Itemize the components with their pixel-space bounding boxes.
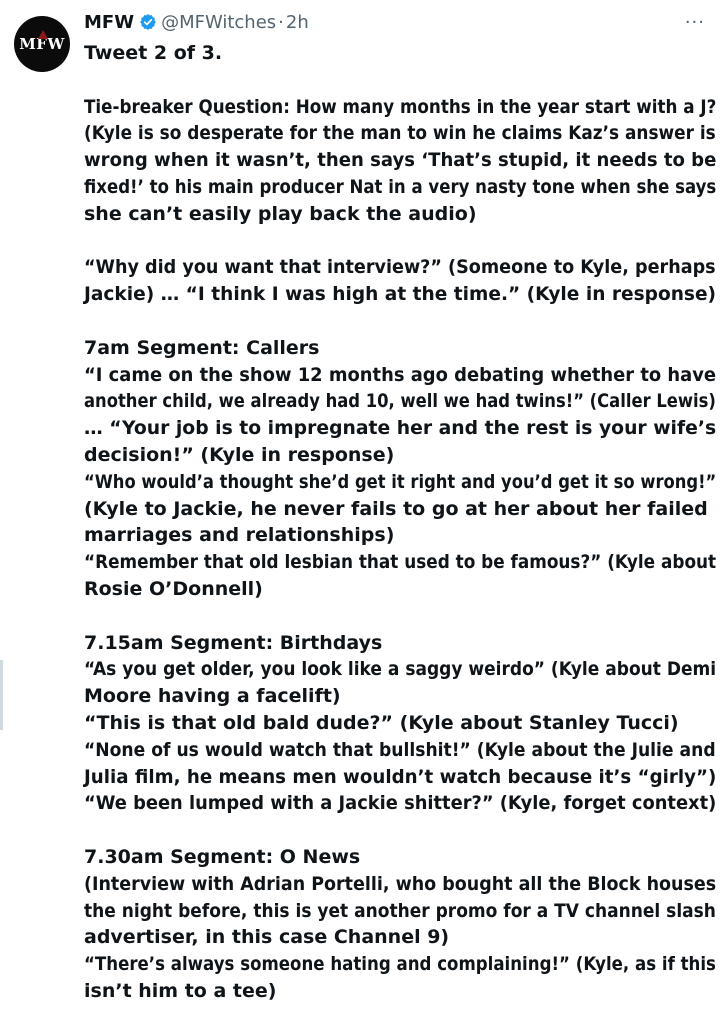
tweet-line: “Why did you want that interview?” (Someone to Kyle, perhaps bbox=[84, 256, 716, 279]
tweet-line: (Kyle is so desperate for the man to win he claims Kaz’s answer is bbox=[84, 122, 716, 145]
tweet-header bbox=[84, 9, 309, 35]
tweet-paragraph bbox=[84, 335, 716, 603]
tweet-line: Jackie) … “I think I was high at the time.” (Kyle in response) bbox=[84, 283, 717, 306]
tweet-line: advertiser, in this case Channel 9) bbox=[84, 926, 450, 949]
verified-badge-icon bbox=[139, 13, 157, 31]
tweet-line: another child, we already had 10, well we had twins!” (Caller Lewis) bbox=[84, 390, 716, 413]
tweet-line: (Kyle to Jackie, he never fails to go at her about her failed bbox=[84, 497, 708, 520]
tweet-counter: Tweet 2 of 3. bbox=[84, 42, 223, 64]
tweet-line: Julia film, he means men wouldn’t watch because it’s “girly”) bbox=[84, 765, 717, 788]
tweet-line: wrong when it wasn’t, then says ‘That’s stupid, it needs to be bbox=[84, 149, 717, 172]
tweet-line: “We been lumped with a Jackie shitter?” (Kyle, forget context) bbox=[84, 792, 717, 815]
tweet-line: 7.15am Segment: Birthdays bbox=[84, 631, 383, 654]
tweet-line: … “Your job is to impregnate her and the rest is your wife’s bbox=[84, 417, 717, 440]
avatar-logo-text: MFW bbox=[19, 35, 65, 53]
tweet-line: isn’t him to a tee) bbox=[84, 979, 277, 1002]
tweet-line: “I came on the show 12 months ago debating whether to have bbox=[84, 363, 717, 386]
tweet-paragraph bbox=[84, 254, 716, 308]
tweet-paragraph bbox=[84, 844, 716, 1005]
author-handle[interactable]: @MFWitches bbox=[161, 11, 277, 33]
tweet-line: “This is that old bald dude?” (Kyle about Stanley Tucci) bbox=[84, 711, 679, 734]
header-separator: · bbox=[278, 11, 284, 33]
tweet-line: 7am Segment: Callers bbox=[84, 336, 320, 359]
tweet-paragraph bbox=[84, 94, 716, 228]
tweet-line: Moore having a facelift) bbox=[84, 685, 341, 708]
witch-hat-icon bbox=[38, 30, 48, 39]
tweet-timestamp[interactable]: 2h bbox=[285, 11, 309, 33]
avatar[interactable] bbox=[14, 16, 70, 72]
tweet-line: the night before, this is yet another promo for a TV channel slash bbox=[84, 899, 716, 922]
tweet-line: “Who would’a thought she’d get it right and you’d get it so wrong!” bbox=[84, 470, 717, 493]
tweet-text bbox=[84, 40, 716, 1031]
tweet-paragraphs bbox=[84, 94, 716, 1005]
tweet-line: marriages and relationships) bbox=[84, 524, 395, 547]
tweet-line: she can’t easily play back the audio) bbox=[84, 202, 477, 225]
tweet-paragraph bbox=[84, 630, 716, 818]
tweet-line: decision!” (Kyle in response) bbox=[84, 443, 395, 466]
thread-divider bbox=[0, 660, 3, 730]
tweet-line: 7.30am Segment: O News bbox=[84, 845, 361, 868]
tweet-line: Tie-breaker Question: How many months in the year start with a J? bbox=[84, 95, 717, 118]
tweet-line: “As you get older, you look like a saggy weirdo” (Kyle about Demi bbox=[84, 658, 717, 681]
tweet-line: “None of us would watch that bullshit!” (Kyle about the Julie and bbox=[84, 738, 716, 761]
tweet-line: fixed!’ to his main producer Nat in a very nasty tone when she says bbox=[84, 175, 717, 198]
tweet-line: Rosie O’Donnell) bbox=[84, 577, 263, 600]
tweet-line: (Interview with Adrian Portelli, who bought all the Block houses bbox=[84, 872, 717, 895]
author-name[interactable]: MFW bbox=[84, 11, 135, 33]
more-options-icon[interactable]: ··· bbox=[684, 12, 705, 33]
tweet-line: “Remember that old lesbian that used to be famous?” (Kyle about bbox=[84, 551, 717, 574]
tweet-line: “There’s always someone hating and complaining!” (Kyle, as if this bbox=[84, 953, 716, 976]
